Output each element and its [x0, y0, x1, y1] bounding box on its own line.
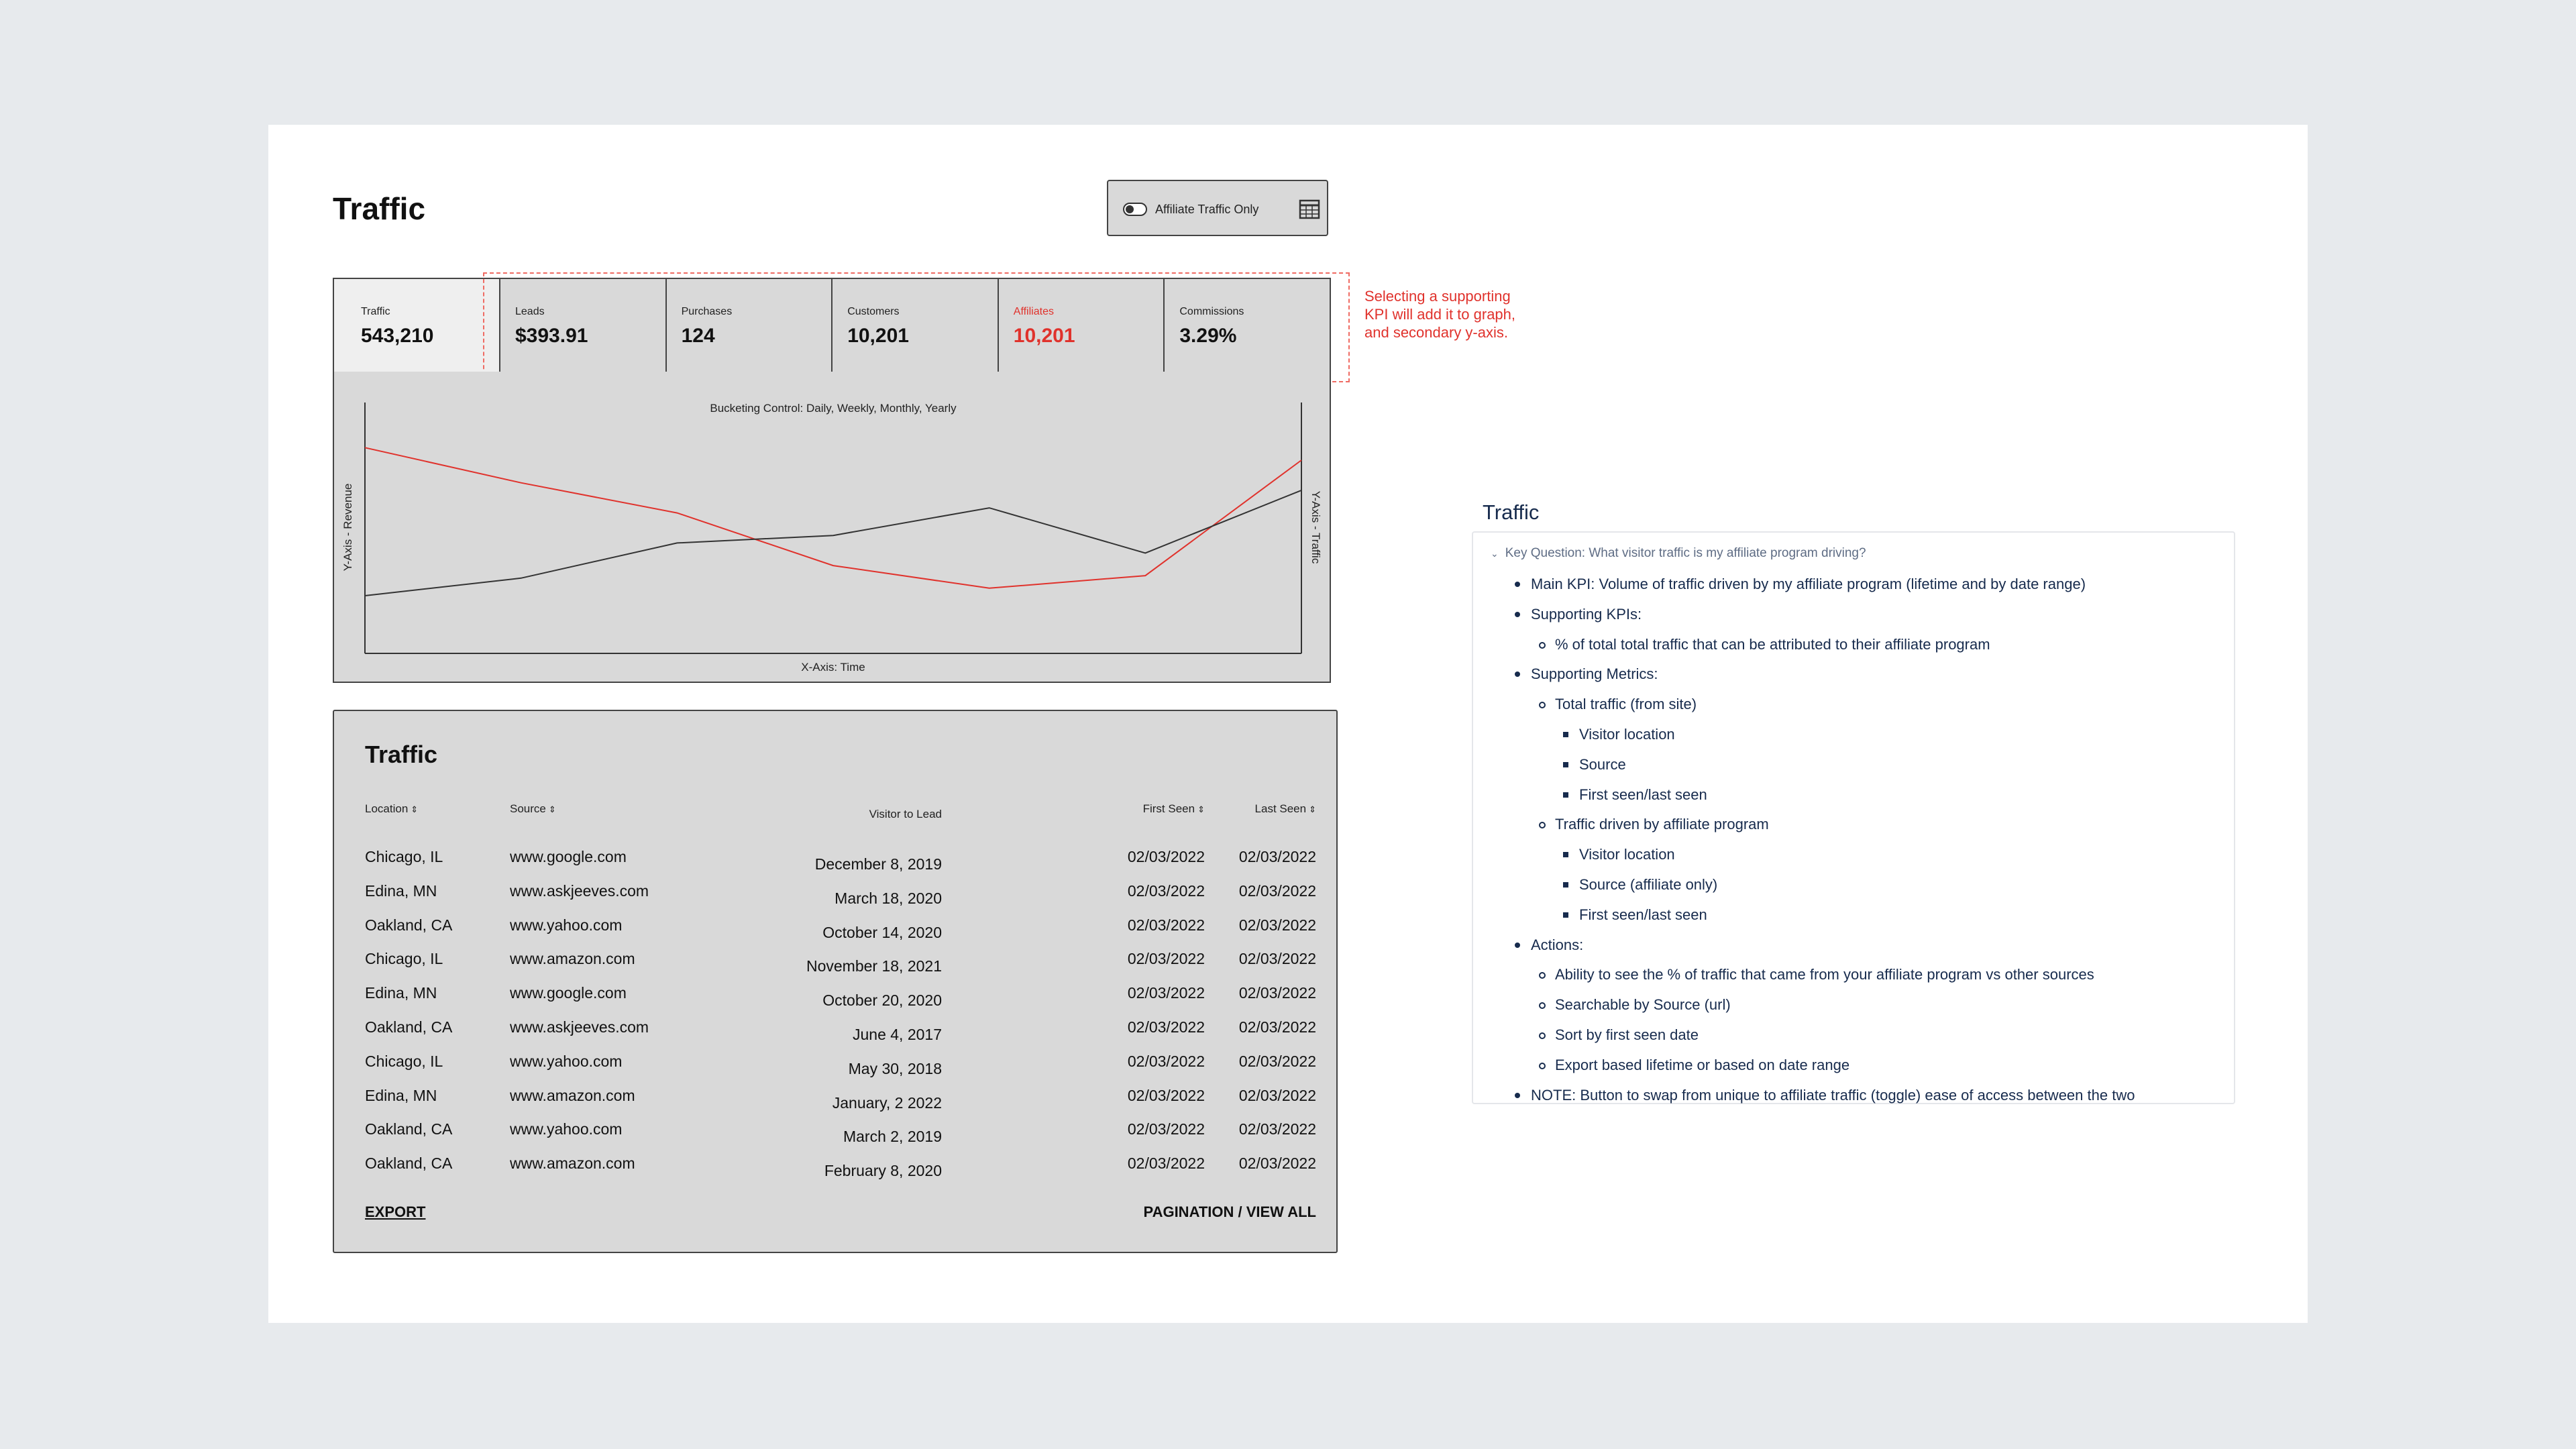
header-label: Visitor to Lead	[869, 808, 942, 820]
table-row[interactable]	[334, 882, 1336, 916]
cell-first-seen: 02/03/2022	[1127, 881, 1205, 900]
chart-panel	[333, 372, 1331, 683]
kpi-value: 10,201	[1013, 325, 1075, 347]
spec-item: Supporting Metrics:	[1531, 665, 1658, 683]
cell-visitor-to-lead: October 20, 2020	[822, 991, 942, 1010]
key-question-toggle[interactable]	[1491, 546, 1866, 561]
sort-icon[interactable]: ⇕	[411, 804, 419, 814]
cell-last-seen: 02/03/2022	[1238, 984, 1316, 1002]
series-line-revenue	[365, 447, 1301, 588]
cell-last-seen: 02/03/2022	[1238, 1052, 1316, 1070]
cell-last-seen: 02/03/2022	[1238, 1120, 1316, 1138]
kpi-label: Purchases	[681, 306, 733, 317]
artboard	[268, 125, 2308, 1323]
toggle-switch[interactable]	[1123, 203, 1147, 216]
series-line-traffic	[365, 490, 1301, 596]
spec-item: Sort by first seen date	[1555, 1026, 1699, 1043]
cell-source: www.yahoo.com	[510, 1120, 623, 1138]
cell-location: Oakland, CA	[365, 1018, 453, 1036]
cell-last-seen: 02/03/2022	[1238, 881, 1316, 900]
pagination-link[interactable]: PAGINATION / VIEW ALL	[1143, 1203, 1316, 1220]
cell-visitor-to-lead: February 8, 2020	[824, 1162, 942, 1180]
table-row[interactable]	[334, 1120, 1336, 1154]
cell-location: Chicago, IL	[365, 1052, 443, 1070]
cell-visitor-to-lead: December 8, 2019	[814, 855, 942, 873]
bullet	[1539, 1032, 1546, 1039]
cell-first-seen: 02/03/2022	[1127, 1018, 1205, 1036]
spec-item: Supporting KPIs:	[1531, 605, 1642, 623]
spec-title: Traffic	[1483, 500, 1540, 524]
header-label: Source	[510, 802, 546, 815]
table-row[interactable]	[334, 1155, 1336, 1188]
table-row[interactable]	[334, 848, 1336, 881]
table-view-icon[interactable]	[1299, 199, 1320, 220]
table-title: Traffic	[365, 741, 438, 768]
cell-last-seen: 02/03/2022	[1238, 1155, 1316, 1173]
chevron-down-icon[interactable]: ⌄	[1491, 548, 1499, 559]
kpi-value: $393.91	[515, 325, 588, 347]
annotation-note: Selecting a supporting KPI will add it to graph, and secondary y-axis.	[1364, 288, 1516, 341]
cell-source: www.askjeeves.com	[510, 881, 649, 900]
table-row[interactable]	[334, 1018, 1336, 1052]
header-location[interactable]	[365, 802, 418, 816]
cell-source: www.google.com	[510, 984, 627, 1002]
bullet	[1539, 642, 1546, 649]
key-question: Key Question: What visitor traffic is my affiliate program driving?	[1505, 546, 1866, 560]
kpi-label: Customers	[847, 306, 900, 317]
bullet	[1515, 612, 1520, 617]
cell-visitor-to-lead: June 4, 2017	[852, 1026, 942, 1043]
spec-panel	[1472, 531, 2235, 1104]
kpi-label: Leads	[515, 306, 545, 317]
header-label: Location	[365, 802, 409, 815]
header-last-seen[interactable]	[1255, 802, 1316, 816]
kpi-traffic[interactable]	[334, 279, 500, 372]
cell-source: www.amazon.com	[510, 1086, 635, 1104]
kpi-value: 3.29%	[1179, 325, 1237, 347]
kpi-label: Commissions	[1179, 306, 1244, 317]
cell-visitor-to-lead: March 2, 2019	[843, 1128, 942, 1146]
table-row[interactable]	[334, 984, 1336, 1018]
x-axis-label: X-Axis: Time	[801, 661, 865, 674]
spec-item: Total traffic (from site)	[1555, 696, 1697, 713]
spec-item: Traffic driven by affiliate program	[1555, 816, 1769, 833]
supporting-kpi-highlight	[483, 272, 1350, 382]
cell-location: Edina, MN	[365, 881, 437, 900]
bullet	[1515, 582, 1520, 587]
bullet	[1515, 672, 1520, 677]
spec-item: Searchable by Source (url)	[1555, 996, 1731, 1014]
cell-last-seen: 02/03/2022	[1238, 916, 1316, 934]
cell-location: Chicago, IL	[365, 950, 443, 968]
bullet	[1539, 1063, 1546, 1069]
spec-item: Visitor location	[1579, 726, 1675, 743]
header-label: Last Seen	[1254, 802, 1307, 815]
cell-first-seen: 02/03/2022	[1127, 1052, 1205, 1070]
cell-visitor-to-lead: October 14, 2020	[822, 923, 942, 941]
cell-last-seen: 02/03/2022	[1238, 1018, 1316, 1036]
spec-item: Actions:	[1531, 936, 1584, 953]
bullet	[1563, 882, 1568, 888]
header-source[interactable]	[510, 802, 556, 816]
bullet	[1539, 972, 1546, 979]
bullet	[1515, 1093, 1520, 1098]
spec-item: NOTE: Button to swap from unique to affiliate traffic (toggle) ease of access between the two	[1531, 1086, 2135, 1104]
cell-first-seen: 02/03/2022	[1127, 916, 1205, 934]
sort-icon[interactable]: ⇕	[1309, 804, 1316, 814]
cell-source: www.google.com	[510, 848, 627, 865]
cell-location: Oakland, CA	[365, 916, 453, 934]
cell-source: www.yahoo.com	[510, 1052, 623, 1070]
cell-first-seen: 02/03/2022	[1127, 950, 1205, 968]
chart-title: Bucketing Control: Daily, Weekly, Monthly, Yearly	[710, 402, 957, 415]
line-chart	[334, 372, 1332, 683]
spec-item: Main KPI: Volume of traffic driven by my affiliate program (lifetime and by date range)	[1531, 576, 2086, 592]
bullet	[1515, 943, 1520, 948]
table-row[interactable]	[334, 1087, 1336, 1120]
spec-item: Visitor location	[1579, 846, 1675, 863]
cell-source: www.askjeeves.com	[510, 1018, 649, 1036]
spec-item: Source	[1579, 755, 1626, 773]
export-link[interactable]: EXPORT	[365, 1203, 426, 1220]
cell-last-seen: 02/03/2022	[1238, 950, 1316, 968]
cell-source: www.amazon.com	[510, 1155, 635, 1173]
bullet	[1539, 1002, 1546, 1009]
cell-visitor-to-lead: January, 2 2022	[832, 1093, 942, 1112]
page-title: Traffic	[333, 191, 426, 226]
bullet	[1563, 762, 1568, 767]
cell-location: Edina, MN	[365, 1086, 437, 1104]
bullet	[1539, 822, 1546, 828]
spec-item: First seen/last seen	[1579, 906, 1707, 923]
kpi-value: 124	[681, 325, 715, 347]
cell-last-seen: 02/03/2022	[1238, 848, 1316, 865]
spec-item: Export based lifetime or based on date range	[1555, 1056, 1850, 1073]
bullet	[1563, 912, 1568, 918]
affiliate-traffic-toggle[interactable]	[1107, 180, 1328, 236]
kpi-value: 543,210	[361, 325, 434, 347]
spec-item: % of total total traffic that can be attributed to their affiliate program	[1555, 635, 1990, 653]
table-row[interactable]	[334, 916, 1336, 950]
toggle-label: Affiliate Traffic Only	[1155, 203, 1259, 216]
y2-axis-label: Y-Axis - Traffic	[1309, 490, 1322, 564]
bullet	[1563, 732, 1568, 737]
spec-item: First seen/last seen	[1579, 786, 1707, 803]
bullet	[1539, 702, 1546, 708]
cell-first-seen: 02/03/2022	[1127, 848, 1205, 865]
spec-item: Source (affiliate only)	[1579, 876, 1718, 893]
y-axis-label: Y-Axis - Revenue	[341, 483, 354, 572]
cell-source: www.yahoo.com	[510, 916, 623, 934]
bullet	[1563, 792, 1568, 798]
sort-icon[interactable]: ⇕	[548, 804, 556, 814]
cell-first-seen: 02/03/2022	[1127, 1120, 1205, 1138]
cell-first-seen: 02/03/2022	[1127, 1155, 1205, 1173]
cell-location: Edina, MN	[365, 984, 437, 1002]
table-row[interactable]	[334, 1053, 1336, 1086]
header-label: First Seen	[1142, 802, 1195, 815]
cell-last-seen: 02/03/2022	[1238, 1086, 1316, 1104]
traffic-table-panel	[333, 710, 1338, 1253]
sort-icon[interactable]: ⇕	[1197, 804, 1205, 814]
cell-source: www.amazon.com	[510, 950, 635, 968]
cell-location: Oakland, CA	[365, 1155, 453, 1173]
bullet	[1563, 852, 1568, 857]
header-first-seen[interactable]	[1143, 802, 1205, 816]
kpi-label: Affiliates	[1013, 306, 1054, 317]
cell-visitor-to-lead: May 30, 2018	[848, 1059, 942, 1077]
cell-first-seen: 02/03/2022	[1127, 1086, 1205, 1104]
cell-location: Oakland, CA	[365, 1120, 453, 1138]
kpi-value: 10,201	[847, 325, 909, 347]
table-row[interactable]	[334, 950, 1336, 983]
cell-location: Chicago, IL	[365, 848, 443, 865]
toggle-knob	[1126, 205, 1134, 213]
kpi-label: Traffic	[361, 306, 390, 317]
cell-first-seen: 02/03/2022	[1127, 984, 1205, 1002]
spec-item: Ability to see the % of traffic that came from your affiliate program vs other sources	[1555, 966, 2094, 983]
cell-visitor-to-lead: November 18, 2021	[806, 957, 942, 975]
cell-visitor-to-lead: March 18, 2020	[835, 889, 942, 907]
header-visitor-to-lead	[869, 808, 942, 821]
